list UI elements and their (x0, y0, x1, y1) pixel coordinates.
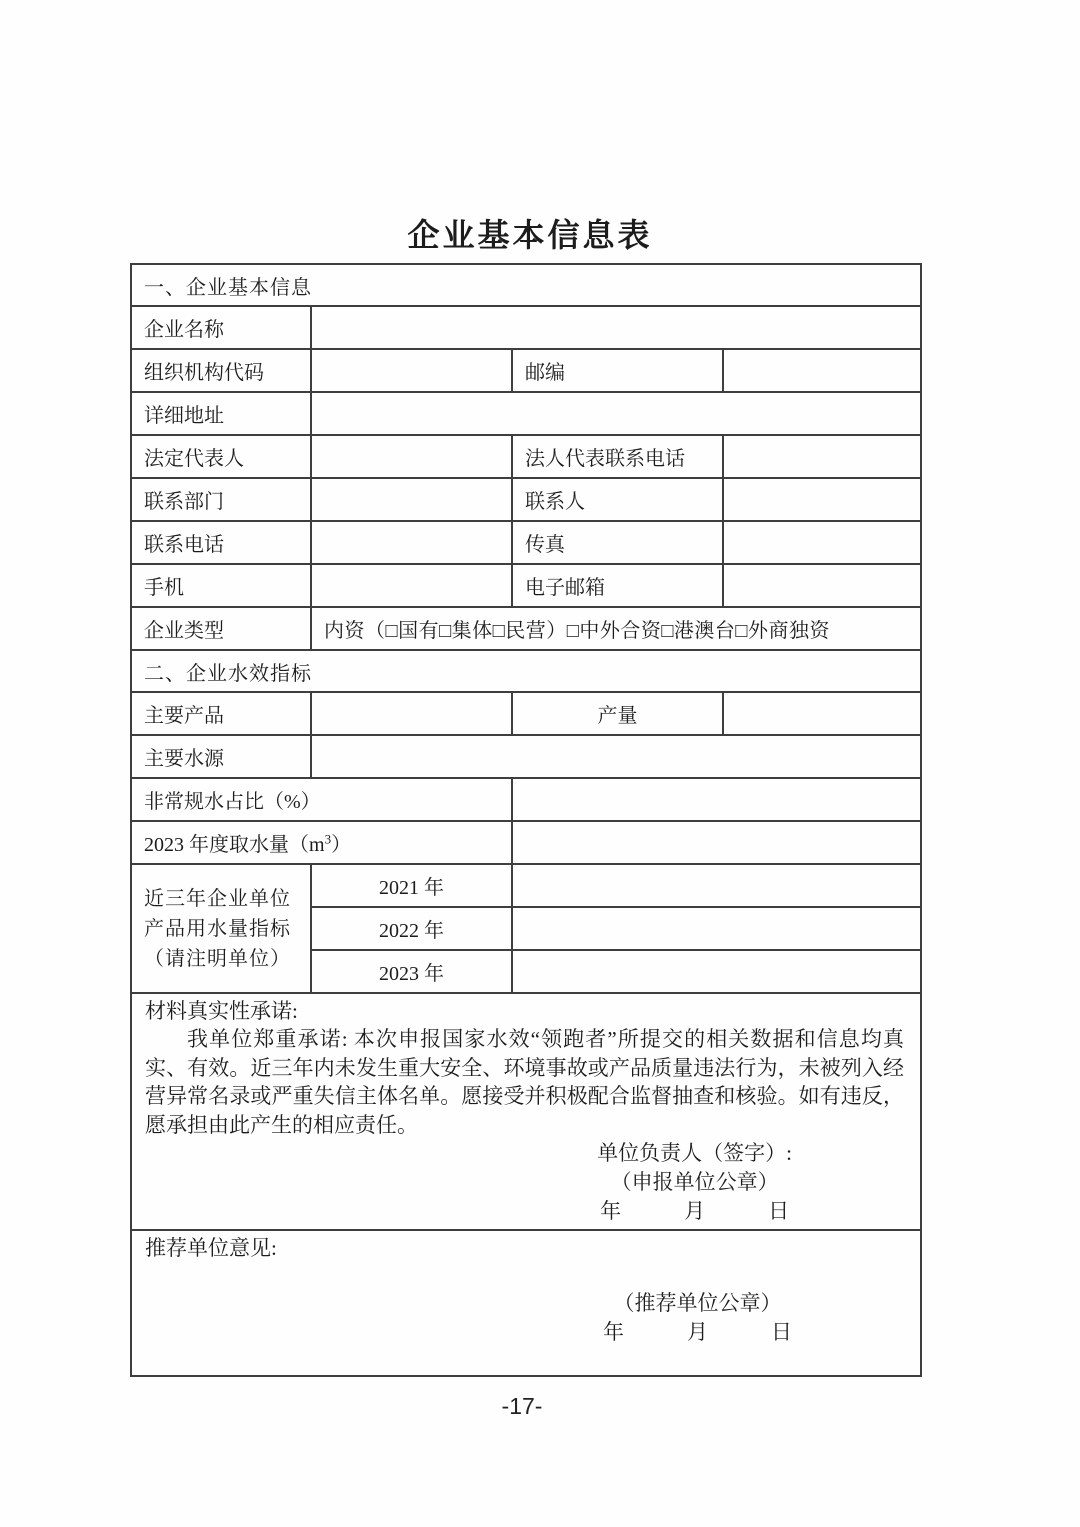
commitment-title: 材料真实性承诺: (145, 999, 298, 1023)
water-source-value-cell (311, 735, 921, 778)
legal-rep-phone-label: 法人代表联系电话 (512, 435, 723, 478)
enterprise-type-label: 企业类型 (131, 607, 311, 650)
output-label: 产量 (512, 692, 723, 735)
table-row (131, 993, 921, 1230)
recommendation-date-line: 年 月 日 (603, 1320, 792, 1344)
section1-header: 一、企业基本信息 (131, 264, 921, 306)
water-intake-value-cell (512, 821, 921, 864)
mobile-value-cell (311, 564, 512, 607)
three-year-indicator-label (131, 864, 311, 993)
year-2023-label: 2023 年 (311, 950, 512, 993)
year-2023-value-cell (512, 950, 921, 993)
recommendation-title: 推荐单位意见: (145, 1236, 277, 1260)
contact-dept-value-cell (311, 478, 512, 521)
enterprise-info-table (130, 263, 922, 1377)
main-product-value-cell (311, 692, 512, 735)
table-row (131, 778, 921, 821)
org-code-value-cell (311, 349, 512, 392)
page-title: 企业基本信息表 (407, 217, 653, 253)
nonconventional-water-value-cell (512, 778, 921, 821)
address-value-cell (311, 392, 921, 435)
legal-rep-phone-value-cell (723, 435, 921, 478)
contact-person-value-cell (723, 478, 921, 521)
table-row (131, 1230, 921, 1376)
table-row (131, 692, 921, 735)
postal-code-value-cell (723, 349, 921, 392)
page-number: -17- (501, 1393, 543, 1419)
three-year-label-line1: 近三年企业单位 (144, 887, 291, 910)
table-row (131, 735, 921, 778)
three-year-label-line3: （请注明单位） (144, 947, 291, 970)
cubic-meter-superscript: 3 (324, 831, 332, 847)
table-row (131, 521, 921, 564)
legal-rep-value-cell (311, 435, 512, 478)
section2-header: 二、企业水效指标 (131, 650, 921, 692)
commitment-body: 我单位郑重承诺: 本次申报国家水效“领跑者”所提交的相关数据和信息均真实、有效。近三年内未发生重大安全、环境事故或产品质量违法行为，未被列入经营异常名录或严重失信主体名单。愿接受并积极配合监督抽查和核验。如有违反，愿承担由此产生的相应责任。 (145, 1027, 904, 1137)
table-row (131, 264, 921, 306)
fax-label: 传真 (512, 521, 723, 564)
contact-person-label: 联系人 (512, 478, 723, 521)
table-row (131, 392, 921, 435)
year-2022-value-cell (512, 907, 921, 950)
table-row (131, 607, 921, 650)
email-label: 电子邮箱 (512, 564, 723, 607)
year-2021-value-cell (512, 864, 921, 907)
company-name-value-cell (311, 306, 921, 349)
address-label: 详细地址 (131, 392, 311, 435)
three-year-label-line2: 产品用水量指标 (144, 917, 291, 940)
contact-phone-value-cell (311, 521, 512, 564)
recommendation-signature-block (603, 1289, 792, 1347)
table-row (131, 349, 921, 392)
table-row (131, 564, 921, 607)
output-value-cell (723, 692, 921, 735)
signer-label: 单位负责人（签字）: (597, 1141, 792, 1165)
table-row (131, 435, 921, 478)
contact-dept-label: 联系部门 (131, 478, 311, 521)
water-intake-label-text: 2023 年度取水量（m (144, 834, 325, 856)
water-intake-label-close: ） (331, 834, 352, 856)
water-source-label: 主要水源 (131, 735, 311, 778)
table-row (131, 821, 921, 864)
commitment-cell (131, 993, 921, 1230)
table-row (131, 864, 921, 907)
water-intake-label (131, 821, 512, 864)
table-row (131, 306, 921, 349)
recommendation-cell (131, 1230, 921, 1376)
legal-rep-label: 法定代表人 (131, 435, 311, 478)
fax-value-cell (723, 521, 921, 564)
email-value-cell (723, 564, 921, 607)
enterprise-type-options: 内资（□国有□集体□民营）□中外合资□港澳台□外商独资 (311, 607, 921, 650)
commitment-signature-block (597, 1139, 792, 1226)
applicant-seal-label: （申报单位公章） (610, 1170, 779, 1194)
table-row (131, 478, 921, 521)
nonconventional-water-label: 非常规水占比（%） (131, 778, 512, 821)
year-2021-label: 2021 年 (311, 864, 512, 907)
commitment-date-line: 年 月 日 (600, 1199, 790, 1223)
year-2022-label: 2022 年 (311, 907, 512, 950)
main-product-label: 主要产品 (131, 692, 311, 735)
recommender-seal-label: （推荐单位公章） (613, 1291, 782, 1315)
postal-code-label: 邮编 (512, 349, 723, 392)
org-code-label: 组织机构代码 (131, 349, 311, 392)
mobile-label: 手机 (131, 564, 311, 607)
company-name-label: 企业名称 (131, 306, 311, 349)
contact-phone-label: 联系电话 (131, 521, 311, 564)
table-row (131, 650, 921, 692)
